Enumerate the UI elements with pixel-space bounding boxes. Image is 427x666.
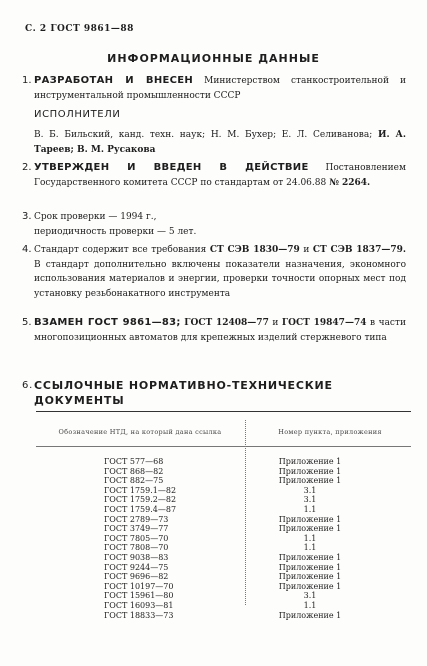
section-reference: Приложение 1 [278, 476, 342, 486]
section-number: 1. [22, 75, 32, 86]
section-text: в части многопозиционных автоматов для крепежных изделий стержневого типа [34, 318, 406, 343]
col-header-section: Номер пункта, приложения [278, 428, 382, 436]
section-requirements [22, 243, 406, 301]
standard-designation: ГОСТ 7805—70 [104, 533, 169, 543]
section-reference: 1.1 [303, 600, 317, 610]
page-header: С. 2 ГОСТ 9861—88 [25, 24, 134, 34]
section-number: 4. [22, 244, 32, 255]
section-text: Постановлением Государственного комитета СССР по стандартам от 24.06.88 [34, 163, 406, 188]
performers-heading: ИСПОЛНИТЕЛИ [34, 109, 121, 120]
table-row [0, 553, 427, 563]
section-text: Министерством станкостроительной и инструментальной промышленности СССР [34, 76, 406, 101]
standard-ref: ГОСТ 19847—74 [281, 318, 367, 328]
section-reference: 3.1 [303, 495, 317, 505]
section-review [22, 210, 406, 239]
section-text: и [268, 318, 282, 328]
section-reference: Приложение 1 [278, 572, 342, 582]
table-row [0, 524, 427, 534]
standard-designation: ГОСТ 10197—70 [104, 581, 174, 591]
standard-designation: ГОСТ 868—82 [104, 466, 164, 476]
standard-designation: ГОСТ 577—68 [104, 457, 164, 466]
section-approved [22, 161, 406, 190]
standard-designation: ГОСТ 16093—81 [104, 600, 174, 610]
section-text: и [299, 245, 313, 255]
table-row [0, 534, 427, 544]
section-lead: ВЗАМЕН ГОСТ 9861—83; [34, 317, 181, 328]
standard-designation: ГОСТ 7808—70 [104, 543, 169, 553]
table-row [0, 543, 427, 553]
section-number: 3. [22, 211, 32, 222]
standard-designation: ГОСТ 15961—80 [104, 591, 174, 601]
standard-designation: ГОСТ 9038—83 [104, 552, 169, 562]
standard-designation: ГОСТ 3749—77 [104, 524, 169, 534]
performers-list [34, 128, 406, 157]
table-row [0, 476, 427, 486]
standard-designation: ГОСТ 1759.2—82 [104, 495, 177, 505]
references-table [0, 457, 427, 620]
section-reference: 1.1 [303, 533, 317, 543]
table-row [0, 495, 427, 505]
col-header-document: Обозначение НТД, на который дана ссылка [58, 428, 222, 436]
standard-ref: СТ СЭВ 1837—79. [312, 245, 406, 255]
performers-names-bold: И. А. Тареев; В. М. Русакова [34, 130, 407, 155]
section-reference: Приложение 1 [278, 562, 342, 572]
section-reference: Приложение 1 [278, 610, 342, 620]
section-reference: Приложение 1 [278, 524, 342, 534]
section-reference: Приложение 1 [278, 514, 342, 524]
section-text: В стандарт дополнительно включены показатели назначения, экономного использования материалов и энергии, проверки точности опорных мест под установку резьбонакатного инструмента [34, 259, 406, 299]
review-term: Срок проверки — 1994 г., [34, 212, 157, 222]
section-replaces [22, 316, 406, 345]
decree-number: № 2264. [329, 177, 371, 188]
standard-ref: ГОСТ 12408—77 [184, 318, 269, 328]
standard-designation: ГОСТ 9244—75 [104, 562, 169, 572]
section-lead: УТВЕРЖДЕН И ВВЕДЕН В ДЕЙСТВИЕ [34, 162, 309, 173]
review-period: периодичность проверки — 5 лет. [34, 226, 197, 237]
section-developed [22, 74, 406, 103]
section-references-heading [22, 378, 409, 408]
section-reference: Приложение 1 [278, 457, 342, 466]
standard-designation: ГОСТ 2789—73 [104, 514, 169, 524]
document-title: ИНФОРМАЦИОННЫЕ ДАННЫЕ [107, 52, 320, 65]
section-reference: Приложение 1 [278, 552, 342, 562]
section-reference: 3.1 [303, 485, 317, 495]
table-row [0, 591, 427, 601]
standard-designation: ГОСТ 1759.4—87 [104, 504, 177, 514]
section-reference: Приложение 1 [278, 581, 342, 591]
standard-designation: ГОСТ 1759.1—82 [104, 485, 177, 495]
performers-names: В. Б. Бильский, канд. техн. наук; Н. М. Бухер; Е. Л. Селиванова; [34, 130, 378, 140]
section-text: Стандарт содержит все требования [34, 245, 210, 255]
table-row [0, 467, 427, 477]
table-row [0, 505, 427, 515]
table-header-rule [36, 446, 411, 447]
standard-designation: ГОСТ 9696—82 [104, 572, 169, 582]
standard-ref: СТ СЭВ 1830—79 [209, 245, 300, 255]
section-number: 6. [22, 380, 34, 391]
section-lead: РАЗРАБОТАН И ВНЕСЕН [34, 75, 194, 86]
table-row [0, 601, 427, 611]
section-reference: 1.1 [303, 504, 317, 514]
standard-designation: ГОСТ 18833—73 [104, 610, 174, 620]
table-row [0, 563, 427, 573]
table-row [0, 457, 427, 467]
table-row [0, 515, 427, 525]
section-reference: 3.1 [303, 591, 317, 601]
references-heading-text: ССЫЛОЧНЫЕ НОРМАТИВНО-ТЕХНИЧЕСКИЕ ДОКУМЕНТЫ [34, 379, 333, 407]
section-number: 2. [22, 162, 32, 173]
table-row [0, 572, 427, 582]
table-row [0, 582, 427, 592]
section-reference: 1.1 [303, 543, 317, 553]
table-row [0, 486, 427, 496]
table-top-rule [36, 411, 411, 412]
table-row [0, 611, 427, 621]
standard-designation: ГОСТ 882—75 [104, 476, 164, 486]
section-reference: Приложение 1 [278, 466, 342, 476]
section-number: 5. [22, 317, 32, 328]
